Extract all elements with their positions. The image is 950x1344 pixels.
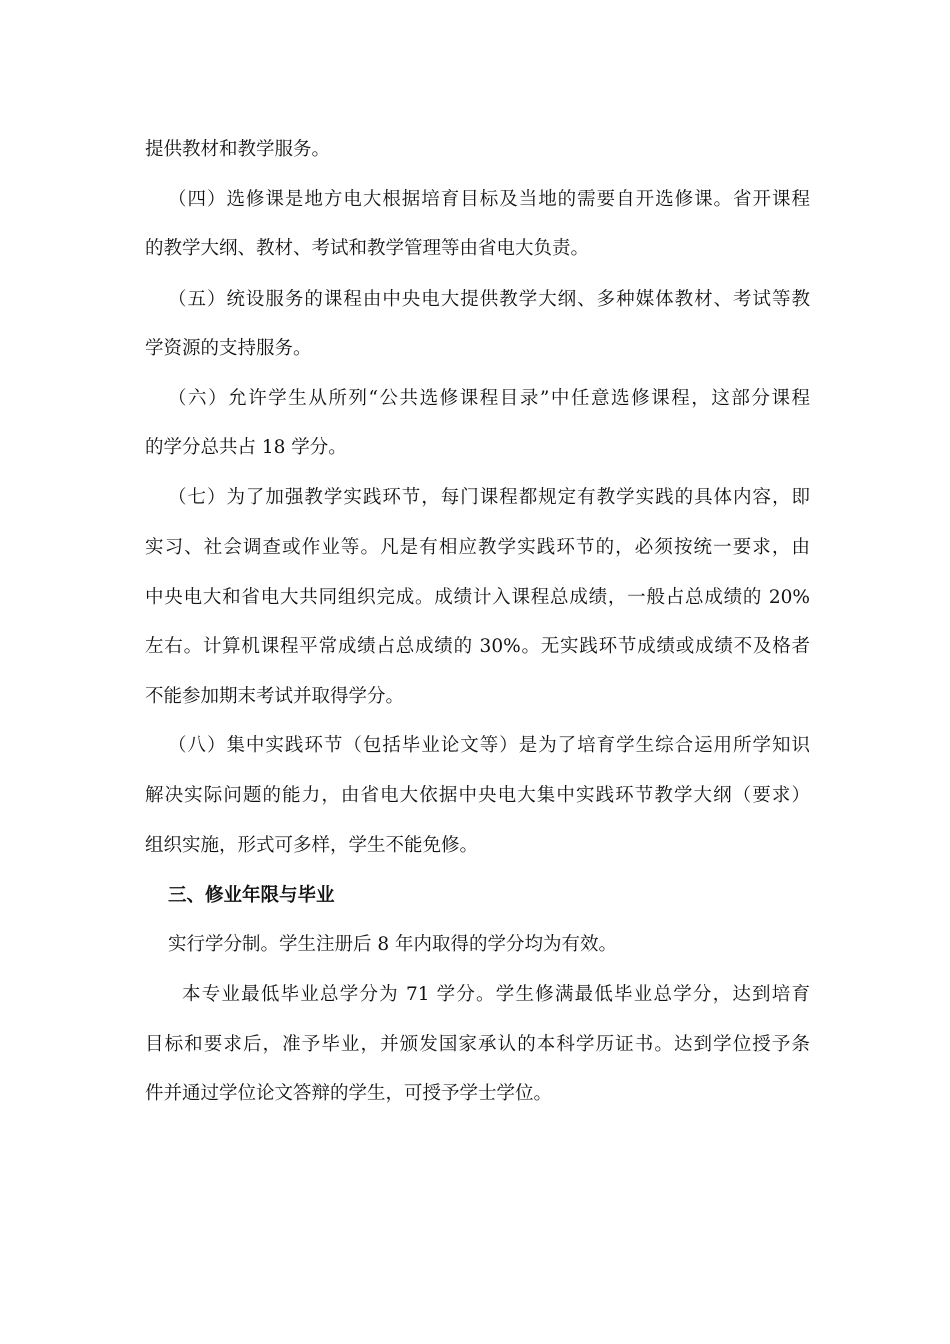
section-heading: 三、修业年限与毕业	[168, 885, 335, 906]
paragraph-line: 不能参加期末考试并取得学分。	[145, 686, 405, 707]
paragraph-line: 实行学分制。学生注册后 8 年内取得的学分均为有效。	[168, 934, 618, 955]
paragraph-line: 解决实际问题的能力，由省电大依据中央电大集中实践环节教学大纲（要求）	[145, 785, 810, 806]
paragraph-line: （四）选修课是地方电大根据培育目标及当地的需要自开选修课。省开课程	[168, 189, 810, 210]
paragraph-line: 中央电大和省电大共同组织完成。成绩计入课程总成绩，一般占总成绩的 20%	[145, 587, 810, 608]
paragraph-line: 学资源的支持服务。	[145, 338, 312, 359]
paragraph-line: （六）允许学生从所列“公共选修课程目录”中任意选修课程，这部分课程	[168, 388, 810, 409]
paragraph-line: （七）为了加强教学实践环节，每门课程都规定有教学实践的具体内容，即	[168, 487, 810, 508]
paragraph-line: 的教学大纲、教材、考试和教学管理等由省电大负责。	[145, 238, 590, 259]
paragraph-line: 本专业最低毕业总学分为 71 学分。学生修满最低毕业总学分，达到培育	[182, 984, 810, 1005]
paragraph-line: 组织实施，形式可多样，学生不能免修。	[145, 835, 479, 856]
paragraph-line: 提供教材和教学服务。	[145, 139, 331, 160]
paragraph-line: 实习、社会调查或作业等。凡是有相应教学实践环节的，必须按统一要求，由	[145, 537, 810, 558]
paragraph-line: 目标和要求后，准予毕业，并颁发国家承认的本科学历证书。达到学位授予条	[145, 1034, 810, 1055]
paragraph-line: （五）统设服务的课程由中央电大提供教学大纲、多种媒体教材、考试等教	[168, 289, 810, 310]
paragraph-line: 件并通过学位论文答辩的学生，可授予学士学位。	[145, 1083, 553, 1104]
paragraph-line: （八）集中实践环节（包括毕业论文等）是为了培育学生综合运用所学知识	[168, 735, 810, 756]
paragraph-line: 左右。计算机课程平常成绩占总成绩的 30%。无实践环节成绩或成绩不及格者	[145, 636, 810, 657]
paragraph-line: 的学分总共占 18 学分。	[145, 437, 347, 458]
